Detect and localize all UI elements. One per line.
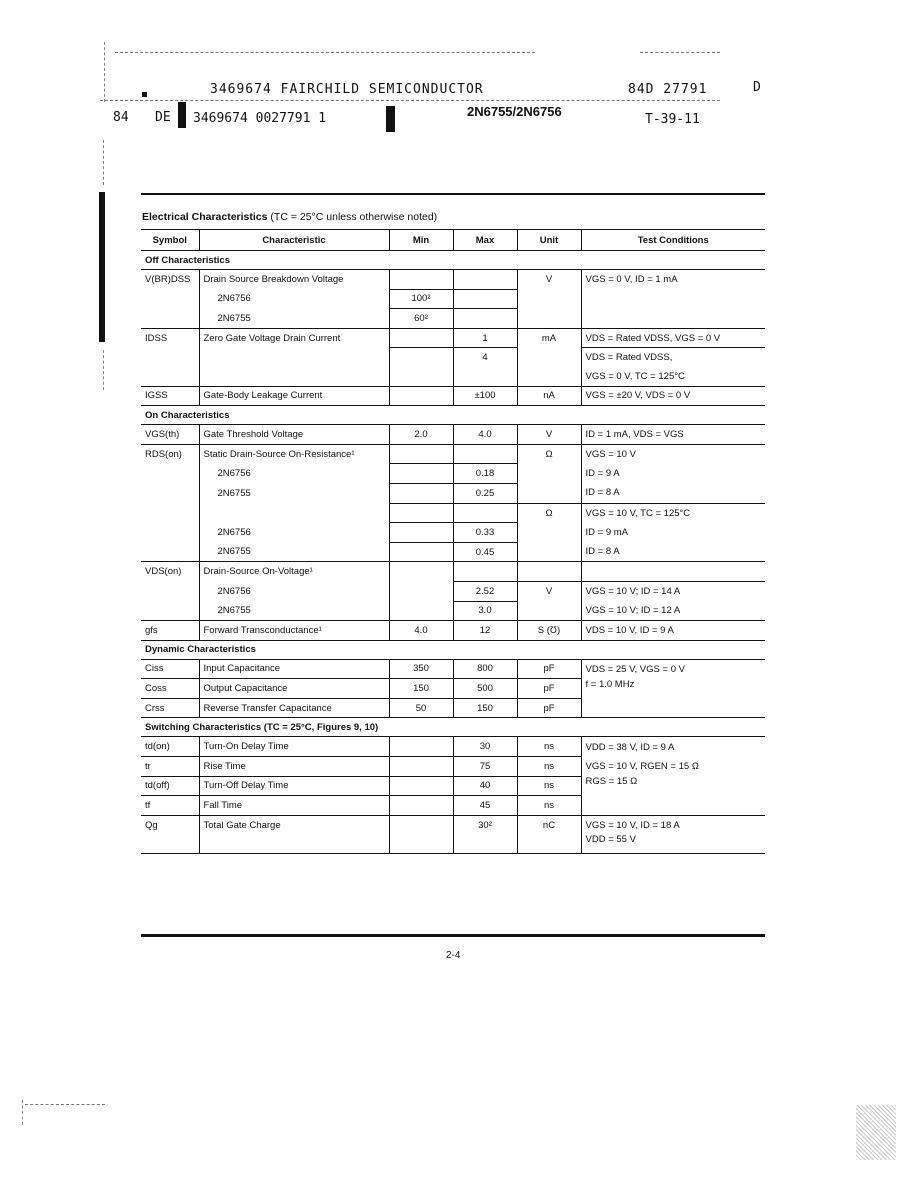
test-conditions: VGS = 0 V, TC = 125°C — [581, 367, 765, 386]
test-conditions: ID = 9 mA — [581, 523, 765, 543]
unit: Ω — [517, 503, 581, 523]
table-title-bold: Electrical Characteristics — [142, 211, 268, 223]
header-hand-left-b: DE — [155, 110, 171, 125]
max-value: 500 — [453, 679, 517, 699]
table-row — [141, 444, 765, 464]
unit: ns — [517, 737, 581, 757]
max-value: 12 — [453, 621, 517, 641]
symbol: VDS(on) — [141, 562, 199, 582]
max-value: 30² — [453, 815, 517, 834]
characteristic: Turn-On Delay Time — [199, 737, 389, 757]
min-value: 60² — [389, 309, 453, 329]
col-characteristic: Characteristic — [199, 230, 389, 251]
max-value: 3.0 — [453, 601, 517, 621]
test-conditions: ID = 8 A — [581, 542, 765, 562]
header-barcode-mark-right — [386, 106, 395, 132]
col-min: Min — [389, 230, 453, 251]
test-conditions: RGS = 15 Ω — [581, 776, 765, 796]
characteristic: Fall Time — [199, 796, 389, 816]
table-row — [141, 483, 765, 503]
header-bullet — [142, 92, 147, 97]
max-value: 2.52 — [453, 581, 517, 601]
table-row — [141, 348, 765, 367]
header-hand-left-a: 84 — [113, 110, 129, 125]
symbol: Qg — [141, 815, 199, 834]
characteristic: 2N6756 — [199, 464, 389, 484]
unit: nA — [517, 386, 581, 406]
test-conditions: VDD = 38 V, ID = 9 A — [581, 737, 765, 757]
col-unit: Unit — [517, 230, 581, 251]
max-value: 0.33 — [453, 523, 517, 543]
table-title-note: (TC = 25°C unless otherwise noted) — [270, 211, 438, 223]
symbol: tf — [141, 796, 199, 816]
header-part-number: 2N6755/2N6756 — [467, 104, 562, 119]
min-value: 150 — [389, 679, 453, 699]
table-row — [141, 679, 765, 699]
max-value: 800 — [453, 659, 517, 679]
symbol: td(on) — [145, 741, 170, 753]
unit: pF — [517, 679, 581, 699]
top-rule — [141, 193, 765, 195]
table-row — [141, 386, 765, 406]
characteristic: 2N6756 — [199, 523, 389, 543]
unit: ns — [517, 796, 581, 816]
table-row — [141, 270, 765, 290]
unit: V — [517, 270, 581, 290]
test-conditions: VDS = 25 V, VGS = 0 V — [581, 659, 765, 679]
header-stamp-line: 3469674 FAIRCHILD SEMICONDUCTOR — [210, 82, 484, 97]
symbol: tr — [141, 757, 199, 777]
col-test-conditions: Test Conditions — [581, 230, 765, 251]
test-conditions: ID = 8 A — [581, 483, 765, 503]
max-value: 4 — [453, 348, 517, 367]
min-value: 100² — [389, 289, 453, 309]
table-row — [141, 581, 765, 601]
table-row — [141, 776, 765, 796]
unit: nC — [517, 815, 581, 834]
section-on: On Characteristics — [141, 406, 765, 425]
table-row — [141, 737, 765, 757]
header-hand-right: T-39-11 — [645, 112, 700, 127]
characteristic: 2N6755 — [199, 542, 389, 562]
characteristic: 2N6756 — [199, 289, 389, 309]
table-row — [141, 309, 765, 329]
table-row — [141, 523, 765, 543]
test-conditions: VGS = 10 V, RGEN = 15 Ω — [581, 757, 765, 777]
min-value: 4.0 — [389, 621, 453, 641]
characteristic: Input Capacitance — [199, 659, 389, 679]
table-row — [141, 562, 765, 582]
test-conditions: VDD = 55 V — [581, 834, 765, 853]
characteristic: 2N6755 — [199, 309, 389, 329]
symbol: td(off) — [141, 776, 199, 796]
symbol: IDSS — [141, 328, 199, 348]
table-row — [141, 367, 765, 386]
section-dynamic: Dynamic Characteristics — [141, 640, 765, 659]
scan-dash-top — [115, 52, 535, 53]
max-value: 0.25 — [453, 483, 517, 503]
unit: pF — [517, 698, 581, 718]
table-row — [141, 328, 765, 348]
unit: mA — [517, 328, 581, 348]
table-row — [141, 464, 765, 484]
characteristic: Gate-Body Leakage Current — [199, 386, 389, 406]
test-conditions: VGS = 10 V, TC = 125°C — [581, 503, 765, 523]
test-conditions: VDS = Rated VDSS, — [581, 348, 765, 367]
characteristic: 2N6756 — [199, 581, 389, 601]
max-value: 4.0 — [453, 425, 517, 445]
header-underline — [100, 100, 720, 101]
section-switching: Switching Characteristics (TC = 25°C, Figures 9, 10) — [141, 718, 765, 737]
col-symbol: Symbol — [141, 230, 199, 251]
characteristic: Reverse Transfer Capacitance — [199, 698, 389, 718]
characteristic: 2N6755 — [199, 601, 389, 621]
scan-mark-margin — [103, 140, 104, 185]
unit: V — [517, 581, 581, 601]
scan-mark-left — [104, 42, 105, 102]
bottom-rule — [141, 934, 765, 937]
col-max: Max — [453, 230, 517, 251]
characteristic: Total Gate Charge — [199, 815, 389, 834]
header-doc-code: 84D 27791 — [628, 82, 708, 97]
table-row — [141, 601, 765, 621]
header-hand-barcode: 3469674 0027791 1 — [193, 111, 327, 126]
test-conditions: ID = 1 mA, VDS = VGS — [581, 425, 765, 445]
test-conditions: ID = 9 A — [581, 464, 765, 484]
table-row — [141, 621, 765, 641]
scan-mark-bottom-left — [22, 1100, 23, 1125]
table-title — [142, 211, 437, 223]
min-value: 50 — [389, 698, 453, 718]
header-barcode-mark-left — [178, 102, 186, 128]
unit: V — [517, 425, 581, 445]
max-value: 1 — [453, 328, 517, 348]
table-row — [141, 815, 765, 834]
unit: S (Ʊ) — [517, 621, 581, 641]
symbol: IGSS — [141, 386, 199, 406]
test-conditions: VDS = 10 V, ID = 9 A — [581, 621, 765, 641]
characteristic: Forward Transconductance¹ — [199, 621, 389, 641]
characteristic: Drain-Source On-Voltage¹ — [199, 562, 389, 582]
test-conditions: f = 1.0 MHz — [581, 679, 765, 699]
symbol: Ciss — [145, 663, 164, 675]
test-conditions: VDS = Rated VDSS, VGS = 0 V — [581, 328, 765, 348]
test-conditions: VGS = 10 V; ID = 14 A — [581, 581, 765, 601]
table-row — [141, 503, 765, 523]
max-value: 30 — [453, 737, 517, 757]
min-value: 350 — [389, 659, 453, 679]
symbol: VGS(th) — [145, 428, 180, 440]
max-value: 0.45 — [453, 542, 517, 562]
characteristic: Turn-Off Delay Time — [199, 776, 389, 796]
test-conditions: VGS = 10 V; ID = 12 A — [581, 601, 765, 621]
symbol: RDS(on) — [141, 444, 199, 464]
max-value: 40 — [453, 776, 517, 796]
table-row — [141, 425, 765, 445]
scan-mark-margin-low — [103, 350, 104, 390]
table-header-row — [141, 230, 765, 251]
max-value: ±100 — [453, 386, 517, 406]
test-conditions: VGS = 10 V — [581, 444, 765, 464]
characteristic: Drain Source Breakdown Voltage — [199, 270, 389, 290]
max-value: 45 — [453, 796, 517, 816]
characteristic: Static Drain-Source On-Resistance¹ — [199, 444, 389, 464]
table-row — [141, 796, 765, 816]
test-conditions: VGS = 0 V, ID = 1 mA — [581, 270, 765, 290]
scan-dash-bottom — [25, 1104, 105, 1105]
characteristic: Output Capacitance — [199, 679, 389, 699]
unit: Ω — [517, 444, 581, 464]
table-row — [141, 289, 765, 309]
section-off: Off Characteristics — [141, 251, 765, 270]
header-doc-letter: D — [753, 80, 762, 95]
test-conditions: VGS = ±20 V, VDS = 0 V — [581, 386, 765, 406]
min-value: 2.0 — [389, 425, 453, 445]
unit: ns — [517, 757, 581, 777]
max-value: 75 — [453, 757, 517, 777]
unit: pF — [517, 659, 581, 679]
scan-corner-stamp — [856, 1105, 896, 1160]
max-value: 0.18 — [453, 464, 517, 484]
symbol: Coss — [141, 679, 199, 699]
characteristic: Rise Time — [199, 757, 389, 777]
symbol: gfs — [141, 621, 199, 641]
symbol: V(BR)DSS — [141, 270, 199, 290]
max-value: 150 — [453, 698, 517, 718]
characteristic: Gate Threshold Voltage — [199, 425, 389, 445]
characteristic: Zero Gate Voltage Drain Current — [199, 328, 389, 348]
test-conditions: VGS = 10 V, ID = 18 A — [581, 815, 765, 834]
page-number: 2-4 — [446, 950, 461, 961]
table-row — [141, 659, 765, 679]
characteristic: 2N6755 — [199, 483, 389, 503]
table-row — [141, 834, 765, 853]
scan-black-edge — [99, 192, 105, 342]
scan-dash-top-right — [640, 52, 720, 53]
symbol: Crss — [141, 698, 199, 718]
table-row — [141, 757, 765, 777]
table-row — [141, 542, 765, 562]
table-row — [141, 698, 765, 718]
unit: ns — [517, 776, 581, 796]
electrical-characteristics-table — [141, 229, 765, 854]
